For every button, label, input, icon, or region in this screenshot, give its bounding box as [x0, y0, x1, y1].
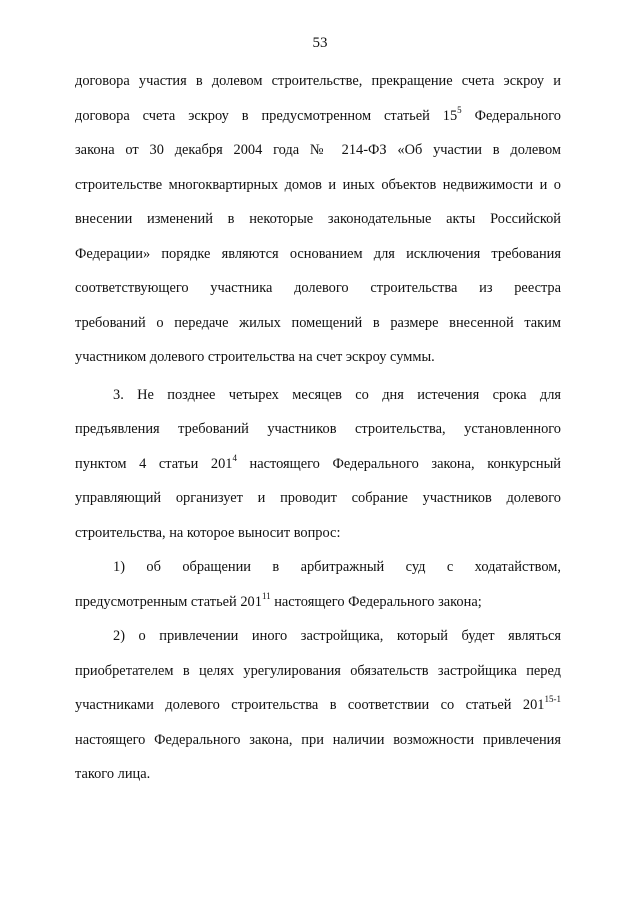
text-line: соответствующего участника долевого строительства из реестра	[75, 280, 561, 296]
text-line: приобретателем в целях урегулирования обязательств застройщика перед	[75, 662, 561, 679]
text-line: предусмотренным статьей $201^{11}$ настоящего Федерального закона;	[75, 590, 482, 610]
text-line: договора участия в долевом строительстве, прекращение счета эскроу и	[75, 73, 561, 89]
text-line: внесении изменений в некоторые законодательные акты Российской	[75, 211, 561, 227]
text-line: пунктом 4 статьи $201^4$ настоящего Федерального закона, конкурсный	[75, 452, 561, 472]
text-line: участниками долевого строительства в соответствии со статьей 201$^{15-1}$	[75, 694, 561, 713]
text-line: 1) об обращении в арбитражный суд с ходатайством,	[113, 559, 561, 575]
text-line: строительства, на которое выносит вопрос:	[75, 524, 341, 541]
superscript: 15-1	[544, 694, 561, 704]
text-line: такого лица.	[75, 766, 151, 782]
page-number: 53	[312, 35, 328, 51]
text-line: управляющий организует и проводит собрание участников долевого	[75, 490, 561, 506]
text-line: закона от 30 декабря 2004 года № 214-ФЗ «Об участии в долевом	[75, 142, 561, 158]
text-line: договора счета эскроу в предусмотренном статьей $15^5$ Федерального	[75, 104, 561, 124]
text-line: Федерации» порядке являются основанием для исключения требования	[75, 245, 561, 262]
text-line: требований о передаче жилых помещений в размере внесенной таким	[75, 314, 561, 331]
superscript: 11	[261, 590, 271, 601]
text-line: строительстве многоквартирных домов и иных объектов недвижимости и о	[75, 176, 561, 193]
text-line: участником долевого строительства на счет эскроу суммы.	[75, 349, 435, 365]
document-body	[75, 64, 561, 792]
text-line: предъявления требований участников строительства, установленного	[75, 421, 561, 437]
text-line: 3. Не позднее четырех месяцев со дня истечения срока для	[113, 386, 561, 403]
superscript: 5	[457, 104, 462, 115]
text-line: настоящего Федерального закона, при наличии возможности привлечения	[75, 731, 561, 748]
text-line: 2) о привлечении иного застройщика, который будет являться	[113, 628, 561, 644]
superscript: 4	[232, 452, 237, 463]
